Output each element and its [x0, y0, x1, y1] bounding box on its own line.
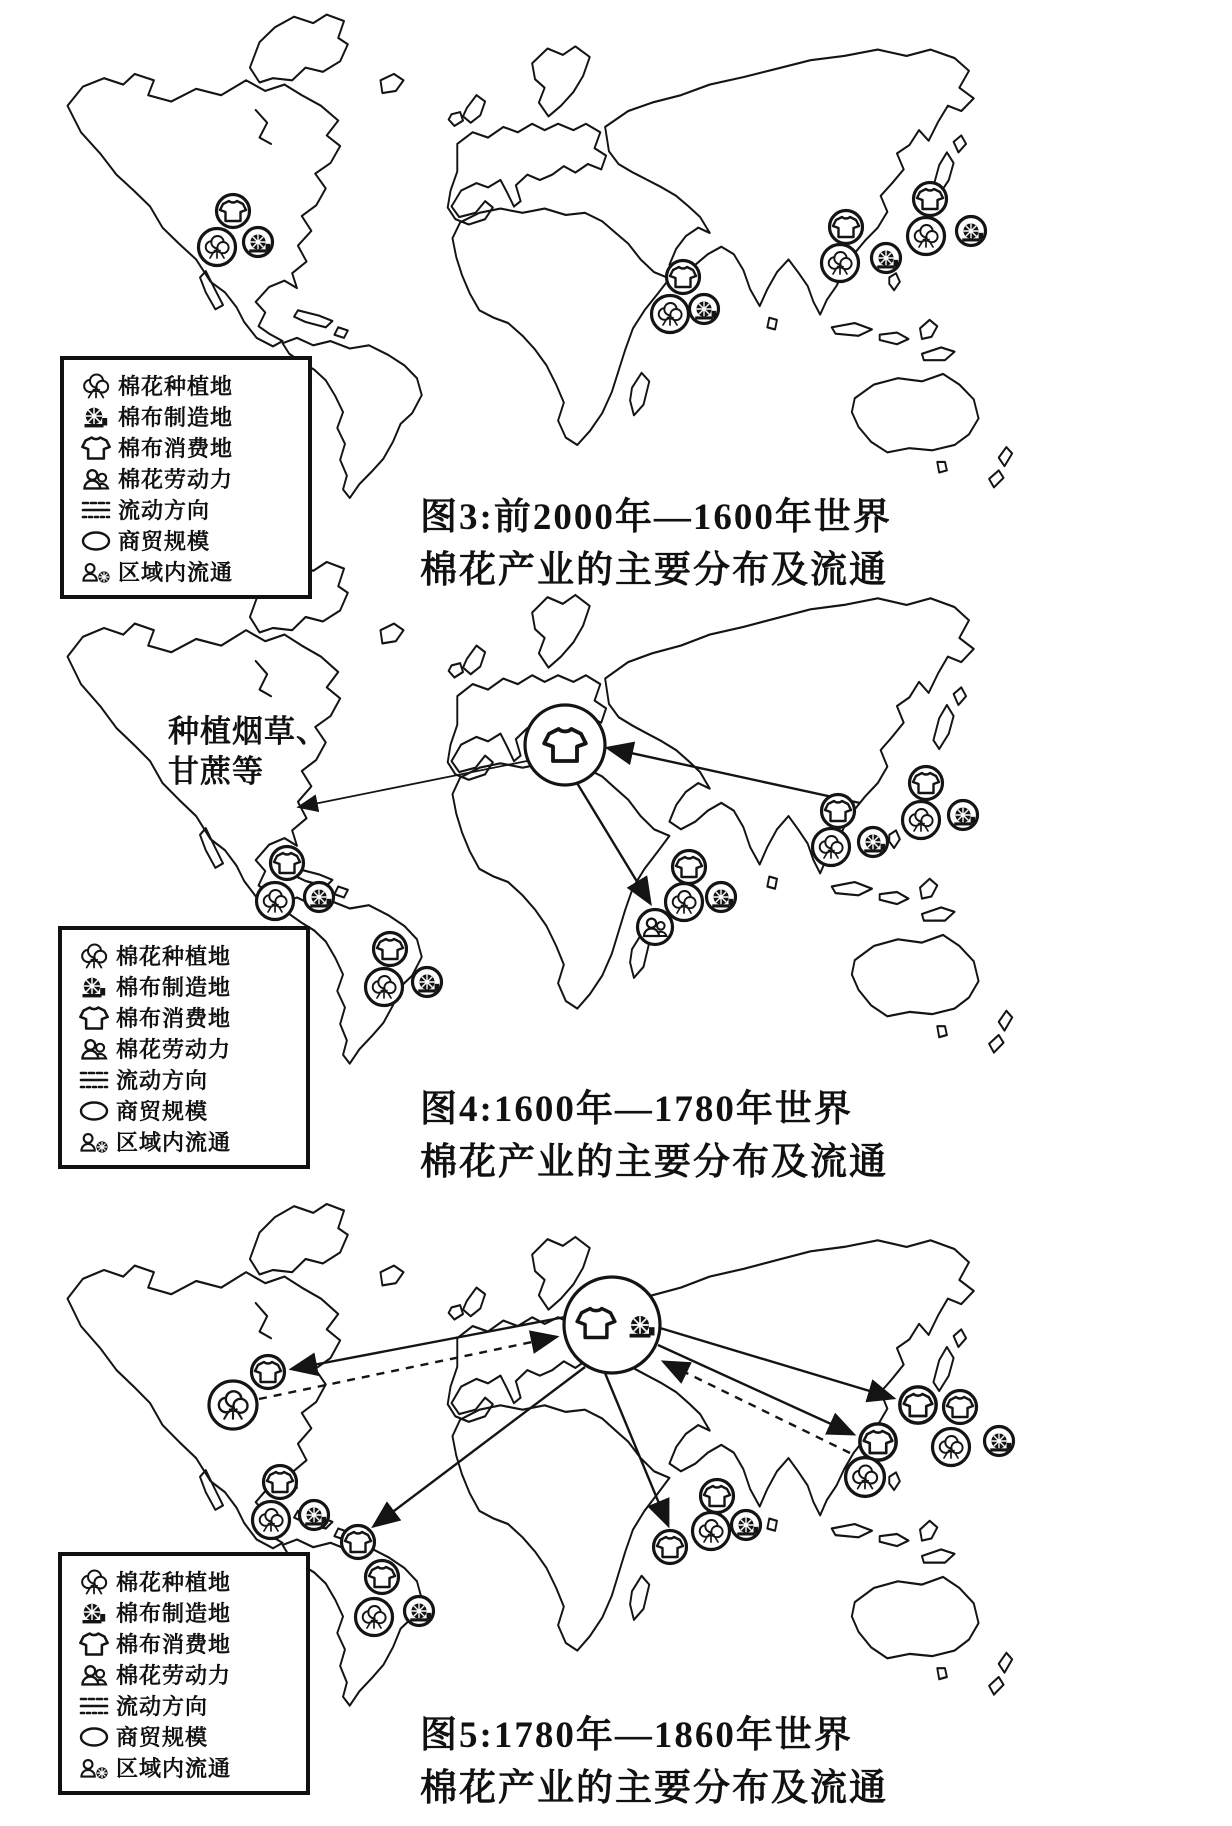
shirt-marker-icon	[910, 767, 943, 800]
brazil-cluster	[366, 933, 442, 1006]
shirt-marker-icon	[264, 1466, 297, 1499]
cotton-boll-icon	[74, 372, 118, 400]
central-america-cluster	[257, 847, 334, 920]
shirt-icon	[72, 1630, 116, 1658]
east-africa-cluster	[666, 851, 736, 921]
europe-consumption-circle	[525, 705, 605, 785]
legend-row	[72, 971, 298, 1002]
regional-circulation-icon	[72, 1754, 116, 1782]
north-america-shirt-marker-icon	[252, 1356, 285, 1389]
legend-label: 棉布消费地	[116, 1006, 232, 1031]
shirt-marker-icon	[366, 1561, 399, 1594]
cotton-marker-icon	[366, 969, 403, 1006]
legend-row	[74, 370, 300, 401]
cotton-marker-icon	[693, 1513, 730, 1550]
shirt-marker-icon	[914, 183, 947, 216]
north-america-cotton-marker	[209, 1381, 257, 1429]
legend-label: 棉花劳动力	[118, 467, 234, 492]
central-america-cluster	[199, 195, 273, 266]
cotton-marker-icon	[822, 245, 859, 282]
shirt-marker-icon	[271, 847, 304, 880]
shirt-marker-icon	[830, 211, 863, 244]
regional-circulation-icon	[72, 1128, 116, 1156]
china-cluster	[903, 767, 978, 839]
spinning-wheel-icon	[72, 1599, 116, 1627]
wheel-marker-icon	[732, 1511, 761, 1540]
laborers-icon	[72, 1661, 116, 1689]
legend-box-figure-4	[58, 926, 310, 1169]
legend-label: 棉布制造地	[118, 405, 234, 430]
spinning-wheel-icon	[72, 973, 116, 1001]
spinning-wheel-icon	[74, 403, 118, 431]
india-cluster	[813, 795, 888, 866]
laborers-icon	[74, 465, 118, 493]
south-america-shirt-marker-icon	[342, 1526, 375, 1559]
shirt-marker-icon	[217, 195, 250, 228]
flow-europe-to-south-america	[374, 1367, 585, 1526]
europe-consumption-manufacture-circle	[564, 1277, 660, 1373]
legend-label: 流动方向	[116, 1694, 209, 1719]
cotton-marker-icon	[356, 1599, 393, 1636]
legend-row	[72, 1002, 298, 1033]
legend-row	[72, 1752, 298, 1783]
legend-label: 棉布制造地	[116, 975, 232, 1000]
wheel-marker-icon	[949, 801, 978, 830]
legend-label: 棉布制造地	[116, 1601, 232, 1626]
cotton-boll-icon	[72, 942, 116, 970]
trade-scale-icon	[72, 1097, 116, 1125]
legend-label: 商贸规模	[118, 529, 211, 554]
shirt-marker-icon	[944, 1391, 977, 1424]
wheel-marker-icon	[985, 1427, 1014, 1456]
legend-row	[74, 525, 300, 556]
caption-line-1: 图5:1780年—1860年世界	[420, 1715, 853, 1756]
caption-line-1: 图3:前2000年—1600年世界	[420, 497, 892, 538]
legend-row	[74, 556, 300, 587]
shirt-marker-icon	[701, 1480, 734, 1513]
annotation-line-1: 种植烟草、	[168, 714, 328, 749]
flow-direction-icon	[72, 1066, 116, 1094]
legend-label: 棉花种植地	[116, 944, 232, 969]
shirt-marker-icon	[673, 851, 706, 884]
wheel-marker-icon	[413, 968, 442, 997]
africa-labor-marker-icon	[638, 910, 673, 945]
legend-row	[72, 1033, 298, 1064]
trade-scale-icon	[74, 527, 118, 555]
shirt-marker-icon	[822, 795, 855, 828]
cotton-marker-icon	[666, 884, 703, 921]
cotton-boll-icon	[72, 1568, 116, 1596]
legend-label: 区域内流通	[116, 1756, 232, 1781]
wheel-marker-icon	[707, 883, 736, 912]
caption-line-2: 棉花产业的主要分布及流通	[420, 549, 888, 591]
shirt-marker-icon	[374, 933, 407, 966]
china-cluster	[933, 1391, 1014, 1466]
legend-row	[72, 1095, 298, 1126]
india-cotton-marker-icon	[846, 1458, 885, 1497]
flow-europe-to-africa-labor	[577, 783, 650, 903]
legend-label: 棉花劳动力	[116, 1663, 232, 1688]
cotton-marker-icon	[199, 229, 236, 266]
laborers-icon	[72, 1035, 116, 1063]
legend-row	[72, 1690, 298, 1721]
cotton-marker-icon	[813, 829, 850, 866]
flow-europe-to-africa	[605, 1373, 668, 1525]
legend-row	[72, 1126, 298, 1157]
shirt-marker-icon	[667, 261, 700, 294]
caption-line-1: 图4:1600年—1780年世界	[420, 1089, 853, 1130]
legend-row	[72, 1659, 298, 1690]
legend-label: 区域内流通	[116, 1130, 232, 1155]
legend-row	[72, 1721, 298, 1752]
legend-row	[74, 432, 300, 463]
wheel-marker-icon	[305, 883, 334, 912]
east-africa-cluster	[652, 261, 719, 333]
cotton-marker-icon	[253, 1502, 290, 1539]
wheel-marker-icon	[957, 217, 986, 246]
flow-europe-to-india	[658, 1345, 853, 1434]
flow-direction-icon	[72, 1692, 116, 1720]
legend-row	[72, 1597, 298, 1628]
shirt-icon	[74, 434, 118, 462]
legend-row	[72, 1566, 298, 1597]
legend-row	[72, 1628, 298, 1659]
figure-4-caption	[420, 1084, 888, 1189]
cotton-marker-icon	[257, 883, 294, 920]
wheel-marker-icon	[690, 295, 719, 324]
legend-label: 商贸规模	[116, 1725, 209, 1750]
central-america-cluster	[253, 1466, 329, 1539]
legend-box-figure-3	[60, 356, 312, 599]
shirt-icon	[72, 1004, 116, 1032]
caption-line-2: 棉花产业的主要分布及流通	[420, 1141, 888, 1183]
china-shirt-marker-icon	[900, 1387, 936, 1423]
trade-scale-icon	[72, 1723, 116, 1751]
annotation-line-2: 甘蔗等	[168, 754, 264, 790]
cotton-marker-icon	[933, 1429, 970, 1466]
china-cluster	[908, 183, 986, 255]
legend-label: 商贸规模	[116, 1099, 209, 1124]
wheel-marker-icon	[859, 828, 888, 857]
legend-label: 棉花劳动力	[116, 1037, 232, 1062]
legend-label: 棉布消费地	[116, 1632, 232, 1657]
flow-to-america	[299, 761, 527, 807]
wheel-marker-icon	[244, 228, 273, 257]
regional-circulation-icon	[74, 558, 118, 586]
figure-5-caption	[420, 1710, 888, 1815]
india-shirt-marker-icon	[860, 1424, 896, 1460]
brazil-cluster	[356, 1561, 434, 1636]
legend-row	[72, 940, 298, 971]
wheel-marker-icon	[300, 1501, 329, 1530]
africa-shirt-marker-icon	[654, 1531, 687, 1564]
cotton-marker-icon	[908, 218, 945, 255]
legend-row	[74, 401, 300, 432]
legend-label: 棉花种植地	[116, 1570, 232, 1595]
figure-4-annotation	[168, 712, 328, 793]
legend-row	[74, 494, 300, 525]
legend-row	[74, 463, 300, 494]
legend-label: 棉花种植地	[118, 374, 234, 399]
legend-box-figure-5	[58, 1552, 310, 1795]
legend-label: 棉布消费地	[118, 436, 234, 461]
legend-row	[72, 1064, 298, 1095]
cotton-marker-icon	[652, 296, 689, 333]
legend-label: 区域内流通	[118, 560, 234, 585]
figure-3-caption	[420, 492, 892, 597]
legend-label: 流动方向	[118, 498, 211, 523]
wheel-marker-icon	[872, 244, 901, 273]
legend-label: 流动方向	[116, 1068, 209, 1093]
cotton-marker-icon	[903, 802, 940, 839]
flow-asia-to-europe	[608, 748, 860, 803]
wheel-marker-icon	[405, 1597, 434, 1626]
flow-direction-icon	[74, 496, 118, 524]
caption-line-2: 棉花产业的主要分布及流通	[420, 1767, 888, 1809]
